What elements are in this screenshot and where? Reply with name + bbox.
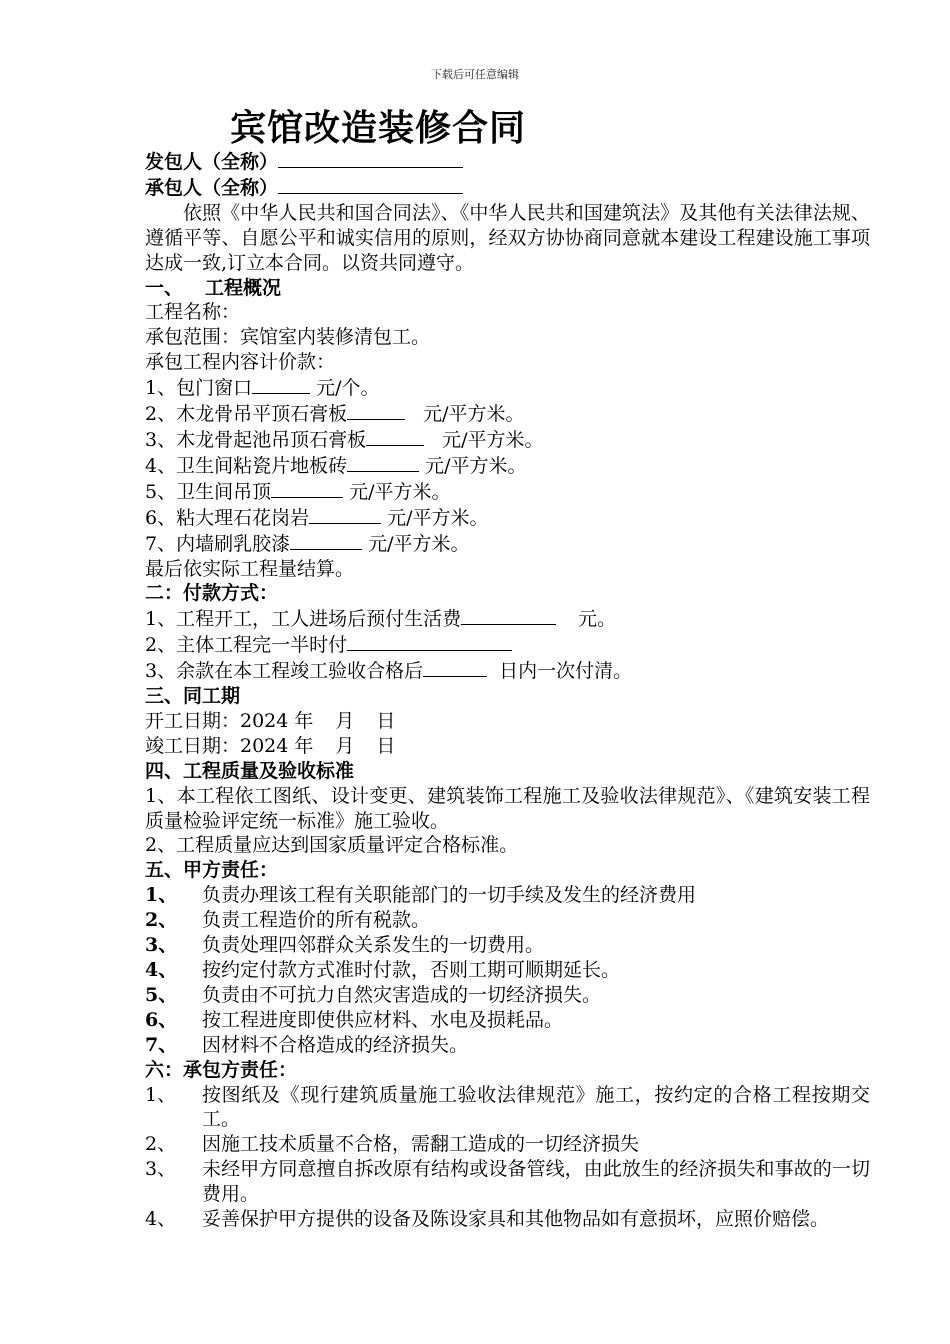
employer-duty-item	[145, 983, 870, 1008]
price-item-unit: 元/平方米。	[417, 403, 525, 426]
item-number: 3、	[145, 1158, 177, 1181]
price-item	[145, 401, 870, 427]
intro-paragraph: 依照《中华人民共和国合同法》、《中华人民共和国建筑法》及其他有关法律法规、遵循平等、自愿公平和诚实信用的原则，经双方协协商同意就本建设工程建设施工事项达成一致,订立本合同。以资共同遵守。	[145, 201, 870, 274]
item-text: 未经甲方同意擅自拆改原有结构或设备管线，由此放生的经济损失和事故的一切费用。	[202, 1158, 870, 1206]
start-date-line	[145, 709, 870, 734]
payment-blank	[347, 632, 512, 651]
contractor-duty-item	[145, 1083, 870, 1133]
end-date-label: 竣工日期：2024 年	[145, 734, 314, 757]
contractor-label: 承包人（全称）	[145, 176, 279, 199]
quality-item-2: 2、工程质量应达到国家质量评定合格标准。	[145, 834, 519, 857]
employer-duty-item	[145, 958, 870, 983]
payment-item-1	[145, 606, 870, 632]
section5-heading: 五、甲方责任：	[145, 859, 279, 882]
employer-duty-item	[145, 933, 870, 958]
section4-heading: 四、工程质量及验收标准	[145, 759, 355, 782]
contractor-duty-item	[145, 1132, 870, 1157]
end-date-line	[145, 734, 870, 759]
month-label: 月	[335, 734, 355, 757]
pricing-label: 承包工程内容计价款：	[145, 351, 336, 374]
price-blank	[271, 479, 343, 498]
payment-item-2	[145, 632, 870, 658]
item-number: 1、	[145, 1083, 177, 1106]
payment-item-label: 3、余款在本工程竣工验收合格后	[145, 660, 424, 683]
price-item	[145, 505, 870, 531]
item-number: 5、	[145, 983, 178, 1006]
payment-item-label: 2、主体工程完一半时付	[145, 634, 348, 657]
price-blank	[309, 505, 381, 524]
month-label: 月	[335, 709, 355, 732]
section1-heading-num: 一、	[145, 276, 184, 299]
price-item-label: 3、木龙骨起池吊顶石膏板	[145, 428, 367, 451]
contractor-duty-item	[145, 1207, 870, 1232]
price-item-label: 6、粘大理石花岗岩	[145, 506, 310, 529]
employer-duty-item	[145, 908, 870, 933]
item-number: 2、	[145, 1133, 177, 1156]
payment-item-label: 1、工程开工，工人进场后预付生活费	[145, 608, 462, 631]
item-number: 6、	[145, 1008, 178, 1031]
section1-heading	[145, 276, 870, 301]
employer-duty-item	[145, 883, 870, 908]
price-item-label: 5、卫生间吊顶	[145, 480, 272, 503]
item-number: 7、	[145, 1033, 178, 1056]
quality-item-1: 1、本工程依工图纸、设计变更、建筑装饰工程施工及验收法律规范》、《建筑安装工程质量检验评定统一标准》施工验收。	[145, 784, 870, 832]
item-text: 按图纸及《现行建筑质量施工验收法律规范》施工，按约定的合格工程按期交工。	[202, 1083, 870, 1131]
price-item-label: 7、内墙刷乳胶漆	[145, 532, 291, 555]
price-item	[145, 427, 870, 453]
price-item-unit: 元/平方米。	[436, 428, 544, 451]
employer-label: 发包人（全称）	[145, 151, 279, 173]
item-number: 4、	[145, 1208, 177, 1231]
price-blank	[252, 375, 310, 394]
item-text: 因施工技术质量不合格，需翻工造成的一切经济损失	[202, 1133, 640, 1156]
item-text: 按工程进度即使供应材料、水电及损耗品。	[202, 1008, 564, 1031]
contractor-line	[145, 175, 870, 201]
item-number: 3、	[145, 934, 178, 957]
section2-heading: 二：付款方式：	[145, 582, 279, 605]
price-blank	[290, 531, 362, 550]
item-text: 负责工程造价的所有税款。	[202, 909, 431, 932]
section1-heading-text: 工程概况	[205, 276, 282, 299]
start-date-label: 开工日期：2024 年	[145, 709, 314, 732]
item-number: 2、	[145, 909, 178, 932]
item-text: 因材料不合格造成的经济损失。	[202, 1033, 469, 1056]
price-item	[145, 375, 870, 401]
employer-duty-item	[145, 1008, 870, 1033]
price-item	[145, 531, 870, 557]
price-item-unit: 元/平方米。	[343, 480, 451, 503]
price-item-unit: 元/平方米。	[381, 506, 489, 529]
section6-heading: 六：承包方责任：	[145, 1058, 298, 1081]
payment-item-3	[145, 658, 870, 684]
payment-blank	[423, 658, 487, 677]
scope-line: 承包范围：宾馆室内装修清包工。	[145, 326, 431, 349]
section3-heading: 三、同工期	[145, 685, 241, 708]
day-label: 日	[376, 709, 396, 732]
header-note: 下载后可任意编辑	[431, 68, 519, 81]
employer-line	[145, 149, 870, 175]
price-item-unit: 元/平方米。	[362, 532, 470, 555]
price-item	[145, 453, 870, 479]
payment-blank	[461, 606, 556, 625]
document-title: 宾馆改造装修合同	[230, 107, 527, 149]
price-blank	[366, 427, 424, 446]
employer-name-blank	[278, 149, 463, 168]
price-item-label: 4、卫生间粘瓷片地板砖	[145, 454, 348, 477]
project-name-line: 工程名称：	[145, 301, 241, 324]
employer-duty-item	[145, 1033, 870, 1058]
contractor-duty-item	[145, 1157, 870, 1207]
settlement-line: 最后依实际工程量结算。	[145, 557, 355, 580]
item-text: 负责办理该工程有关职能部门的一切手续及发生的经济费用	[202, 884, 697, 907]
item-text: 妥善保护甲方提供的设备及陈设家具和其他物品如有意损坏，应照价赔偿。	[202, 1208, 830, 1231]
price-item-unit: 元/平方米。	[419, 454, 527, 477]
item-number: 4、	[145, 959, 178, 981]
payment-item-unit: 元。	[578, 608, 617, 631]
price-blank	[347, 453, 419, 472]
document-body	[145, 149, 870, 1232]
price-item-unit: 元/个。	[310, 377, 380, 400]
price-item-label: 1、包门窗口	[145, 377, 253, 400]
item-number: 1、	[145, 884, 178, 907]
item-text: 负责由不可抗力自然灾害造成的一切经济损失。	[202, 983, 602, 1006]
payment-item-unit: 日内一次付清。	[499, 660, 633, 683]
item-text: 负责处理四邻群众关系发生的一切费用。	[202, 934, 545, 957]
price-item-label: 2、木龙骨吊平顶石膏板	[145, 403, 348, 426]
contractor-name-blank	[278, 175, 463, 194]
price-blank	[347, 401, 405, 420]
price-item	[145, 479, 870, 505]
item-text: 按约定付款方式准时付款，否则工期可顺期延长。	[202, 959, 621, 981]
day-label: 日	[376, 734, 396, 757]
